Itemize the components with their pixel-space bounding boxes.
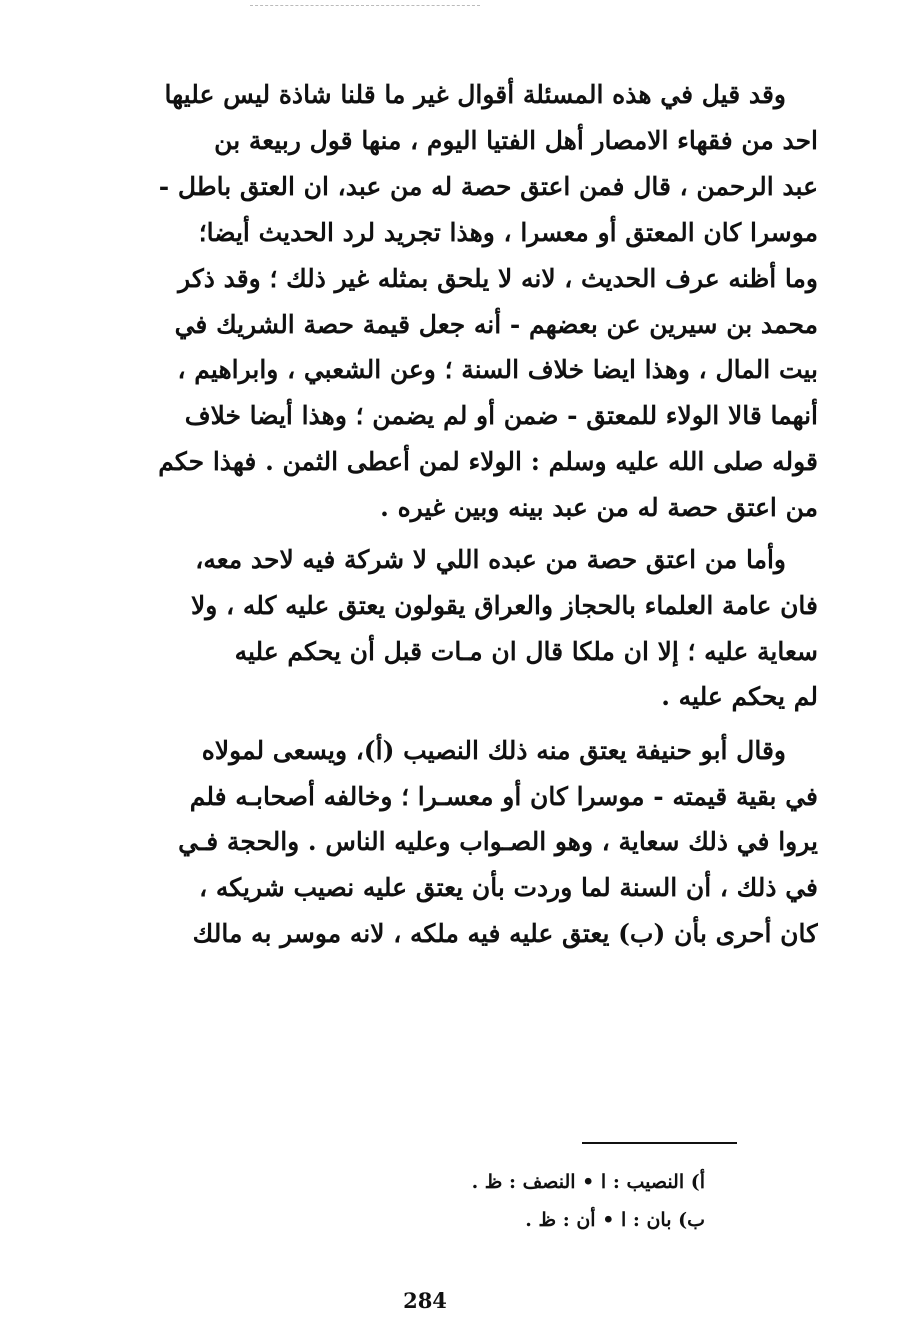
text-line: وقال أبو حنيفة يعتق منه ذلك النصيب (أ)، ويسعى لمولاه — [201, 736, 786, 766]
text-line: وما أظنه عرف الحديث ، لانه لا يلحق بمثله غير ذلك ؛ وقد ذكر — [178, 263, 818, 293]
text-line: بيت المال ، وهذا ايضا خلاف السنة ؛ وعن الشعبي ، وابراهيم ، — [177, 355, 818, 385]
text-line: في ذلك ، أن السنة لما وردت بأن يعتق عليه نصيب شريكه ، — [199, 873, 818, 903]
text-line: وقد قيل في هذه المسئلة أقوال غير ما قلنا شاذة ليس عليها — [164, 80, 786, 109]
paragraph-3 — [98, 728, 818, 956]
text-line: من اعتق حصة له من عبد بينه وبين غيره . — [380, 493, 818, 523]
footnote-separator — [582, 1142, 737, 1144]
text-line: عبد الرحمن ، قال فمن اعتق حصة له من عبد، ان العتق باطل - — [158, 171, 818, 201]
text-line: أنهما قالا الولاء للمعتق - ضمن أو لم يضمن ؛ وهذا أيضا خلاف — [184, 401, 818, 431]
text-line: كان أحرى بأن (ب) يعتق عليه فيه ملكه ، لانه موسر به مالك — [192, 918, 818, 948]
paragraph-2 — [98, 537, 818, 720]
footnotes — [405, 1163, 705, 1239]
text-line: قوله صلى الله عليه وسلم : الولاء لمن أعطى الثمن . فهذا حكم — [158, 447, 818, 477]
text-line: يروا في ذلك سعاية ، وهو الصـواب وعليه الناس . والحجة فـي — [178, 827, 818, 857]
text-line: لم يحكم عليه . — [661, 682, 818, 712]
text-line: وأما من اعتق حصة من عبده اللي لا شركة فيه لاحد معه، — [195, 545, 786, 575]
text-line: فان عامة العلماء بالحجاز والعراق يقولون يعتق عليه كله ، ولا — [191, 590, 818, 620]
text-line: موسرا كان المعتق أو معسرا ، وهذا تجريد لرد الحديث أيضا؛ — [198, 217, 818, 247]
text-line: في بقية قيمته - موسرا كان أو معسـرا ؛ وخالفه أصحابـه فلم — [189, 781, 818, 811]
footnote-a: أ) النصيب : ا • النصف : ظ . — [471, 1171, 705, 1193]
main-text — [98, 72, 818, 956]
text-line: سعاية عليه ؛ إلا ان ملكا قال ان مـات قبل أن يحكم عليه — [234, 636, 818, 666]
paragraph-1 — [98, 72, 818, 531]
top-edge-mark — [250, 5, 480, 6]
footnote-b: ب) بان : ا • أن : ظ . — [525, 1209, 705, 1231]
text-line: احد من فقهاء الامصار أهل الفتيا اليوم ، منها قول ربيعة بن — [214, 125, 818, 155]
page-number: 284 — [403, 1288, 447, 1313]
text-line: محمد بن سيرين عن بعضهم - أنه جعل قيمة حصة الشريك في — [174, 309, 818, 339]
